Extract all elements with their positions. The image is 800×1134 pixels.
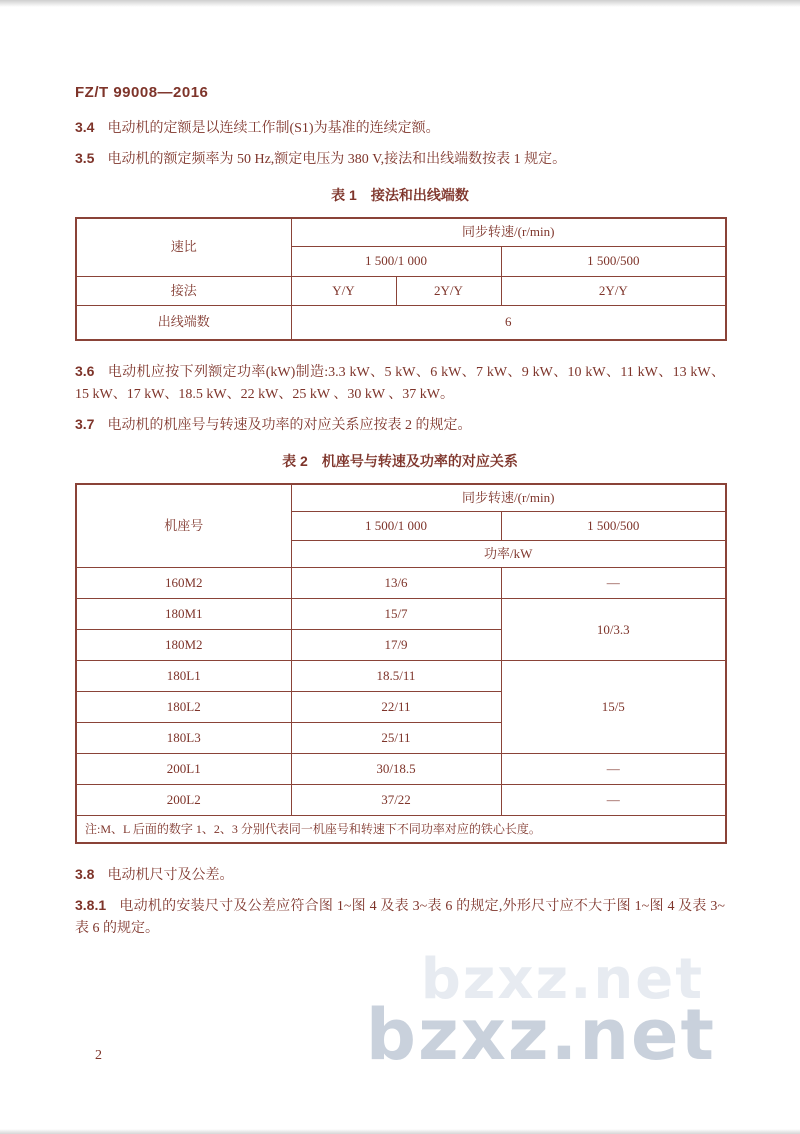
clause-3-5	[75, 147, 725, 171]
doc-number: FZ/T 99008—2016	[75, 84, 209, 101]
t2-frame-size-cell: 180L3	[76, 723, 291, 754]
clause-text: 电动机的安装尺寸及公差应符合图 1~图 4 及表 3~表 6 的规定,外形尺寸应不大于图 1~图 4 及表 3~表 6 的规定。	[75, 899, 725, 936]
t2-frame-size-cell: 180L1	[76, 661, 291, 692]
clause-3-8	[75, 863, 725, 887]
t2-power-cell-2: 15/5	[501, 661, 726, 754]
table-row	[76, 754, 726, 785]
t1-terminals-value: 6	[291, 305, 726, 340]
table2	[75, 483, 727, 844]
table1-caption: 表 1 接法和出线端数	[331, 187, 469, 203]
table1	[75, 217, 727, 341]
t2-power-header: 功率/kW	[291, 541, 726, 568]
clause-text: 电动机尺寸及公差。	[107, 868, 234, 883]
t1-terminals-label: 出线端数	[76, 305, 291, 340]
t2-frame-size-label: 机座号	[76, 484, 291, 568]
t1-connection-value-3: 2Y/Y	[501, 276, 726, 305]
t1-sync-speed-header: 同步转速/(r/min)	[291, 218, 726, 246]
page-number: 2	[95, 1048, 102, 1063]
table-row	[76, 785, 726, 816]
clause-number: 3.8.1	[75, 897, 107, 913]
t2-power-cell-1: 30/18.5	[291, 754, 501, 785]
t2-power-cell-1: 25/11	[291, 723, 501, 754]
clause-3-8-1	[75, 894, 725, 940]
t2-frame-size-cell: 180L2	[76, 692, 291, 723]
clause-3-4	[75, 116, 725, 140]
t2-power-cell-1: 17/9	[291, 630, 501, 661]
t2-speed-col-1500-500: 1 500/500	[501, 512, 726, 541]
table-row	[76, 599, 726, 630]
t2-speed-col-1500-1000: 1 500/1 000	[291, 512, 501, 541]
t1-speed-col-1500-1000: 1 500/1 000	[291, 246, 501, 276]
t2-power-cell-2: 10/3.3	[501, 599, 726, 661]
clause-3-7	[75, 413, 725, 437]
t1-connection-label: 接法	[76, 276, 291, 305]
t2-power-cell-1: 18.5/11	[291, 661, 501, 692]
clause-text: 电动机的机座号与转速及功率的对应关系应按表 2 的规定。	[107, 418, 472, 433]
table2-caption: 表 2 机座号与转速及功率的对应关系	[282, 453, 518, 469]
watermark: bzxz.net	[365, 994, 716, 1076]
t2-power-cell-2: —	[501, 568, 726, 599]
t2-frame-size-cell: 200L2	[76, 785, 291, 816]
clause-3-6	[75, 360, 725, 406]
clause-text: 电动机应按下列额定功率(kW)制造:3.3 kW、5 kW、6 kW、7 kW、9 kW、10 kW、11 kW、13 kW、15 kW、17 kW、18.5 kW、22 kW、25 kW 、30 kW 、37 kW。	[75, 365, 725, 402]
t2-frame-size-cell: 180M1	[76, 599, 291, 630]
t2-sync-speed-header: 同步转速/(r/min)	[291, 484, 726, 512]
clause-text: 电动机的定额是以连续工作制(S1)为基准的连续定额。	[107, 121, 440, 136]
watermark-faint: bzxz.net	[420, 947, 704, 1012]
t2-power-cell-2: —	[501, 785, 726, 816]
clause-number: 3.4	[75, 119, 95, 135]
t2-frame-size-cell: 200L1	[76, 754, 291, 785]
t2-power-cell-1: 13/6	[291, 568, 501, 599]
clause-number: 3.8	[75, 866, 95, 882]
t1-connection-value-1: Y/Y	[291, 276, 396, 305]
table-row	[76, 568, 726, 599]
table-row	[76, 661, 726, 692]
t2-power-cell-2: —	[501, 754, 726, 785]
t2-power-cell-1: 15/7	[291, 599, 501, 630]
t1-speed-ratio-label: 速比	[76, 218, 291, 276]
t2-power-cell-1: 22/11	[291, 692, 501, 723]
t2-frame-size-cell: 180M2	[76, 630, 291, 661]
t1-connection-value-2: 2Y/Y	[396, 276, 501, 305]
clause-text: 电动机的额定频率为 50 Hz,额定电压为 380 V,接法和出线端数按表 1 规定。	[107, 152, 567, 167]
t2-note-cell: 注:M、L 后面的数字 1、2、3 分别代表同一机座号和转速下不同功率对应的铁心长度。	[76, 816, 726, 844]
clause-number: 3.5	[75, 150, 95, 166]
table-note-row	[76, 816, 726, 844]
t1-speed-col-1500-500: 1 500/500	[501, 246, 726, 276]
clause-number: 3.6	[75, 363, 95, 379]
t2-frame-size-cell: 160M2	[76, 568, 291, 599]
t2-power-cell-1: 37/22	[291, 785, 501, 816]
clause-number: 3.7	[75, 416, 95, 432]
